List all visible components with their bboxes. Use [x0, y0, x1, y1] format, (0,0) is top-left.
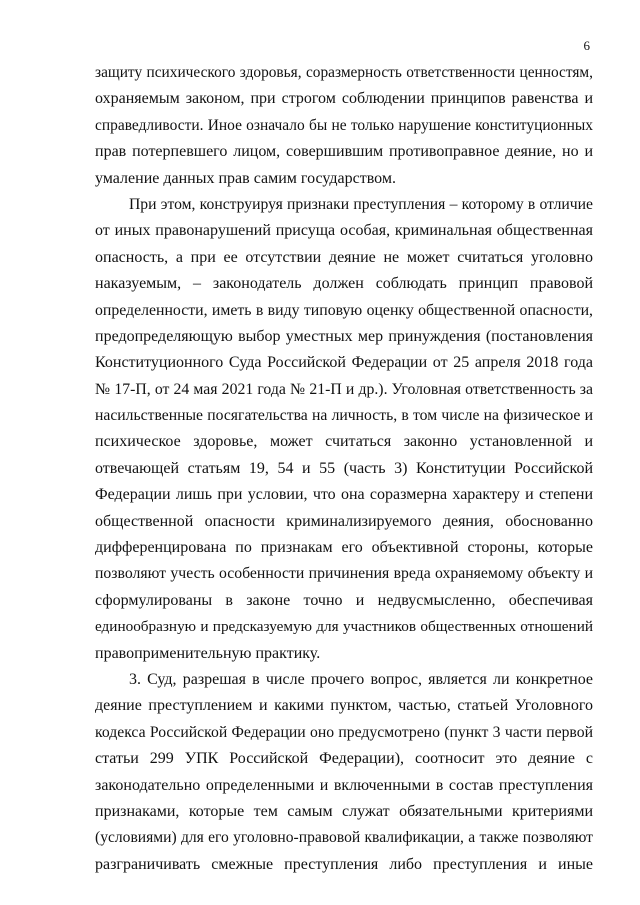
text-line: дифференцирована по признакам его объективной стороны, которые	[95, 539, 593, 557]
text-line: правоприменительную практику.	[95, 644, 321, 662]
text-line: позволяют учесть особенности причинения вреда охраняемому объекту и	[95, 565, 593, 583]
text-line: отвечающей статьям 19, 54 и 55 (часть 3) Конституции Российской	[95, 459, 593, 477]
paragraph-1	[95, 60, 593, 192]
text-line: 3. Суд, разрешая в числе прочего вопрос, является ли конкретное	[129, 670, 593, 688]
body-text	[95, 60, 593, 878]
text-line: общественной опасности криминализируемого деяния, обоснованно	[95, 512, 593, 530]
page-number: 6	[583, 38, 590, 53]
text-line: деяние преступлением и какими пунктом, частью, статьей Уголовного	[95, 697, 593, 715]
text-line: предопределяющую выбор уместных мер принуждения (постановления	[95, 327, 593, 345]
text-line: разграничивать смежные преступления либо преступления и иные	[95, 855, 593, 873]
text-line: (условиями) для его уголовно-правовой квалификации, а также позволяют	[95, 829, 593, 847]
text-line: законодательно определенными и включенными в состав преступления	[95, 776, 593, 794]
text-line: При этом, конструируя признаки преступления – которому в отличие	[129, 195, 593, 213]
text-line: кодекса Российской Федерации оно предусмотрено (пункт 3 части первой	[95, 723, 593, 741]
text-line: сформулированы в законе точно и недвусмысленно, обеспечивая	[95, 591, 593, 609]
paragraph-2	[95, 192, 593, 667]
text-line: насильственные посягательства на личность, в том числе на физическое и	[95, 407, 593, 425]
text-line: умаление данных прав самим государством.	[95, 169, 396, 187]
text-line: наказуемым, – законодатель должен соблюдать принцип правовой	[95, 275, 593, 293]
text-line: справедливости. Иное означало бы не только нарушение конституционных	[95, 116, 593, 134]
text-line: признаками, которые тем самым служат обязательными критериями	[95, 802, 593, 820]
text-line: Федерации лишь при условии, что она соразмерна характеру и степени	[95, 486, 593, 504]
text-line: опасность, а при ее отсутствии деяние не может считаться уголовно	[95, 248, 593, 266]
text-line: психическое здоровье, может считаться законно установленной и	[95, 433, 593, 451]
text-line: № 17-П, от 24 мая 2021 года № 21-П и др.). Уголовная ответственность за	[95, 380, 593, 398]
paragraph-3	[95, 667, 593, 878]
text-line: охраняемым законом, при строгом соблюдении принципов равенства и	[95, 90, 593, 108]
text-line: защиту психического здоровья, соразмерность ответственности ценностям,	[95, 64, 593, 81]
text-line: Конституционного Суда Российской Федерации от 25 апреля 2018 года	[95, 354, 593, 372]
text-line: статьи 299 УПК Российской Федерации), соотносит это деяние с	[95, 750, 593, 768]
text-line: прав потерпевшего лицом, совершившим противоправное деяние, но и	[95, 143, 593, 161]
text-line: единообразную и предсказуемую для участников общественных отношений	[95, 618, 593, 636]
text-line: от иных правонарушений присуща особая, криминальная общественная	[95, 222, 593, 240]
text-line: определенности, иметь в виду типовую оценку общественной опасности,	[95, 301, 593, 319]
